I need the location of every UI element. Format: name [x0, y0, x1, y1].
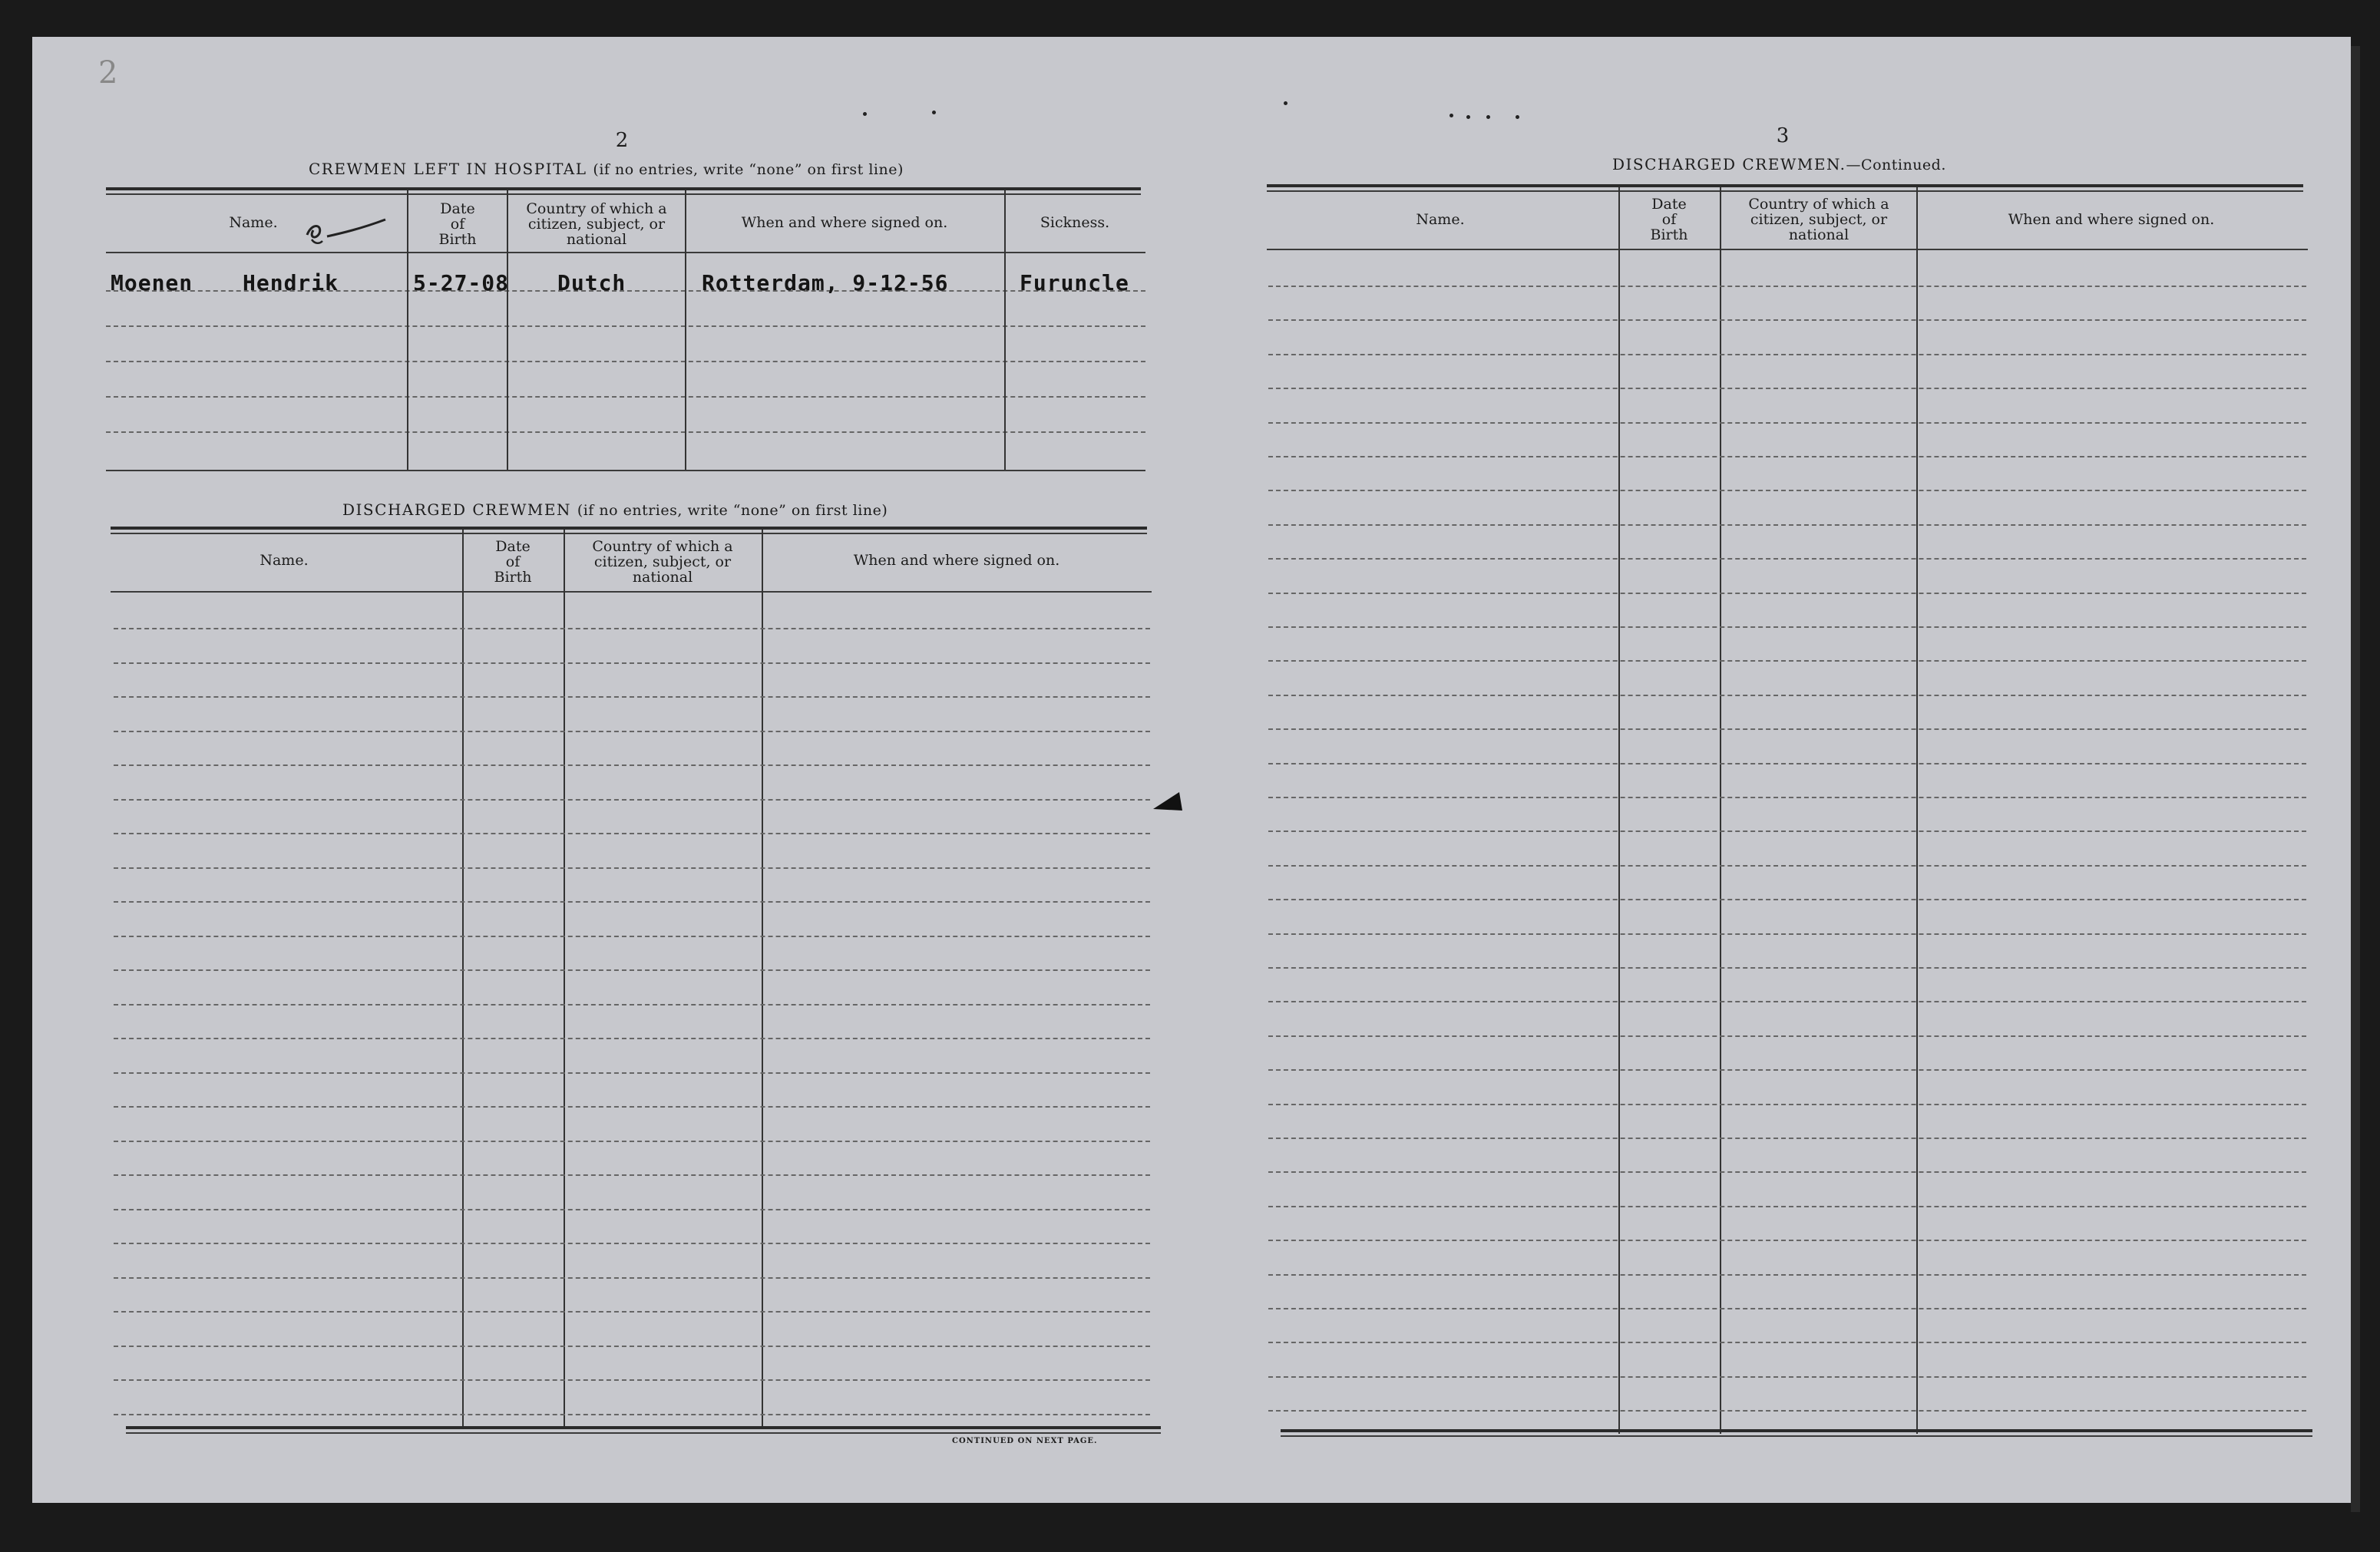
ruled-line — [1268, 933, 2306, 935]
ruled-line — [1268, 558, 2306, 560]
ruled-line — [1268, 1342, 2306, 1343]
discharged-bottom-rule-2 — [126, 1432, 1161, 1434]
discharged-title-text: DISCHARGED CREWMEN — [342, 500, 571, 519]
ruled-line — [1268, 1308, 2306, 1309]
right-col-divider — [1618, 187, 1620, 1434]
entry-surname: Moenen — [111, 270, 193, 296]
ruled-line — [1268, 899, 2306, 900]
page-number-right: 3 — [1776, 124, 1790, 147]
hospital-dob-header — [412, 201, 504, 247]
ruled-line — [1268, 1206, 2306, 1207]
hospital-col-divider — [507, 190, 508, 470]
ruled-line — [114, 696, 1150, 698]
right-col-divider — [1916, 187, 1918, 1434]
hospital-row-line — [106, 361, 1145, 362]
ruled-line — [114, 1106, 1150, 1108]
ruled-line — [1268, 695, 2306, 696]
hospital-col-divider — [407, 190, 408, 470]
discharged-bottom-rule — [126, 1426, 1161, 1429]
ruled-line — [1268, 1240, 2306, 1241]
discharged-instruction: (if no entries, write “none” on first line) — [577, 502, 888, 519]
ruled-line — [114, 628, 1150, 629]
hospital-row-line — [106, 431, 1145, 433]
hospital-top-rule-2 — [106, 193, 1141, 195]
hospital-name-header: Name. — [229, 214, 278, 231]
speck — [1449, 114, 1453, 117]
discharged-col-divider — [564, 530, 565, 1428]
country-line: Country of which a — [526, 200, 667, 217]
hospital-row-line — [106, 396, 1145, 398]
dob-line: Birth — [1650, 226, 1688, 243]
hospital-signed-header: When and where signed on. — [741, 214, 948, 231]
ruled-line — [114, 867, 1150, 869]
ruled-line — [114, 1277, 1150, 1279]
hospital-row-line — [106, 325, 1145, 327]
hospital-top-rule — [106, 187, 1141, 190]
ruled-line — [114, 764, 1150, 766]
right-country-header — [1723, 196, 1915, 243]
ruled-line — [114, 1414, 1150, 1415]
ruled-line — [114, 1209, 1150, 1210]
hospital-country-header — [510, 201, 683, 247]
page-shadow — [2351, 46, 2360, 1512]
continued-footer: CONTINUED ON NEXT PAGE. — [952, 1437, 1098, 1445]
page-number-left: 2 — [615, 129, 629, 152]
right-top-rule-2 — [1267, 190, 2303, 192]
ruled-line — [1268, 728, 2306, 730]
hospital-col-divider — [1004, 190, 1006, 470]
country-line: citizen, subject, or — [527, 216, 666, 233]
continued-suffix: —Continued. — [1846, 157, 1946, 173]
ruled-line — [1268, 388, 2306, 389]
ruled-line — [1268, 524, 2306, 526]
ruled-line — [114, 1038, 1150, 1039]
discharged-top-rule — [111, 527, 1147, 530]
ruled-line — [114, 901, 1150, 903]
right-name-header: Name. — [1416, 211, 1465, 228]
entry-sickness: Furuncle — [1020, 270, 1129, 296]
speck — [1466, 115, 1470, 119]
ruled-line — [1268, 1376, 2306, 1378]
ruled-line — [114, 799, 1150, 801]
dob-line: Birth — [494, 569, 532, 586]
ruled-line — [114, 731, 1150, 732]
ruled-line — [114, 1379, 1150, 1381]
discharged-name-header: Name. — [259, 552, 309, 569]
ruled-line — [1268, 967, 2306, 969]
country-line: national — [566, 231, 627, 248]
ruled-line — [1268, 593, 2306, 594]
ruled-line — [114, 1311, 1150, 1313]
ruled-line — [114, 969, 1150, 971]
ruled-line — [1268, 456, 2306, 457]
speck — [1486, 115, 1490, 119]
dob-line: Date — [440, 200, 475, 217]
ruled-line — [1268, 1138, 2306, 1139]
ruled-line — [1268, 1035, 2306, 1037]
ruled-line — [114, 936, 1150, 937]
right-col-divider — [1720, 187, 1721, 1434]
dob-line: Date — [495, 538, 531, 555]
ruled-line — [1268, 354, 2306, 355]
country-line: Country of which a — [592, 538, 733, 555]
ruled-line — [1268, 797, 2306, 798]
ruled-line — [114, 1072, 1150, 1074]
discharged-header-rule — [111, 591, 1152, 593]
entry-country: Dutch — [557, 270, 626, 296]
ruled-line — [1268, 319, 2306, 321]
corner-page-mark: 2 — [98, 55, 118, 91]
ruled-line — [1268, 660, 2306, 662]
country-line: citizen, subject, or — [1750, 211, 1888, 228]
discharged-top-rule-2 — [111, 533, 1147, 534]
discharged-country-header — [567, 539, 759, 585]
right-dob-header — [1623, 196, 1715, 243]
speck — [1284, 101, 1288, 105]
ruled-line — [1268, 490, 2306, 491]
discharged-col-divider — [462, 530, 464, 1428]
ruled-line — [1268, 1274, 2306, 1276]
dob-line: Birth — [438, 231, 477, 248]
ruled-line — [1268, 286, 2306, 287]
ruled-line — [1268, 422, 2306, 424]
speck — [1516, 115, 1519, 119]
country-line: national — [632, 569, 693, 586]
continued-title-text: DISCHARGED CREWMEN. — [1612, 155, 1846, 173]
ruled-line — [1268, 763, 2306, 764]
ruled-line — [1268, 1069, 2306, 1071]
ruled-line — [114, 1004, 1150, 1005]
ink-mark — [1152, 791, 1184, 814]
country-line: national — [1788, 226, 1849, 243]
ruled-line — [1268, 1104, 2306, 1105]
ruled-line — [1268, 1171, 2306, 1173]
hospital-section-title — [309, 160, 904, 178]
ruled-line — [114, 662, 1150, 664]
right-signed-header: When and where signed on. — [2008, 211, 2215, 228]
hospital-header-rule — [106, 252, 1145, 253]
dob-line: of — [450, 216, 465, 233]
hospital-instruction: (if no entries, write “none” on first line) — [593, 161, 904, 178]
discharged-section-title — [342, 500, 888, 519]
entry-signed-on: Rotterdam, 9-12-56 — [702, 270, 949, 296]
discharged-col-divider — [762, 530, 763, 1428]
hospital-sickness-header: Sickness. — [1040, 214, 1110, 231]
speck — [863, 112, 867, 116]
country-line: Country of which a — [1748, 196, 1889, 213]
ruled-line — [1268, 626, 2306, 628]
dob-line: Date — [1651, 196, 1687, 213]
ruled-line — [1268, 1001, 2306, 1002]
country-line: citizen, subject, or — [593, 553, 732, 570]
ruled-line — [114, 1346, 1150, 1347]
entry-given-name: Hendrik — [243, 270, 339, 296]
ruled-line — [1268, 1410, 2306, 1412]
right-header-rule — [1267, 249, 2308, 250]
entry-date-of-birth: 5-27-08 — [413, 270, 510, 296]
document-sheet — [32, 37, 2351, 1503]
ruled-line — [114, 1174, 1150, 1176]
discharged-continued-title — [1612, 155, 1946, 173]
hospital-col-divider — [685, 190, 686, 470]
handwritten-mark — [301, 212, 393, 247]
hospital-title-text: CREWMEN LEFT IN HOSPITAL — [309, 160, 587, 178]
ruled-line — [114, 1141, 1150, 1142]
hospital-bottom-rule — [106, 470, 1145, 471]
dob-line: of — [505, 553, 521, 570]
ruled-line — [1268, 865, 2306, 867]
discharged-dob-header — [467, 539, 559, 585]
discharged-signed-header: When and where signed on. — [853, 552, 1060, 569]
right-bottom-rule — [1281, 1429, 2312, 1432]
ruled-line — [114, 1243, 1150, 1244]
speck — [932, 111, 936, 114]
dob-line: of — [1661, 211, 1677, 228]
ruled-line — [1268, 830, 2306, 832]
right-top-rule — [1267, 184, 2303, 187]
right-bottom-rule-2 — [1281, 1435, 2312, 1437]
ruled-line — [114, 833, 1150, 834]
